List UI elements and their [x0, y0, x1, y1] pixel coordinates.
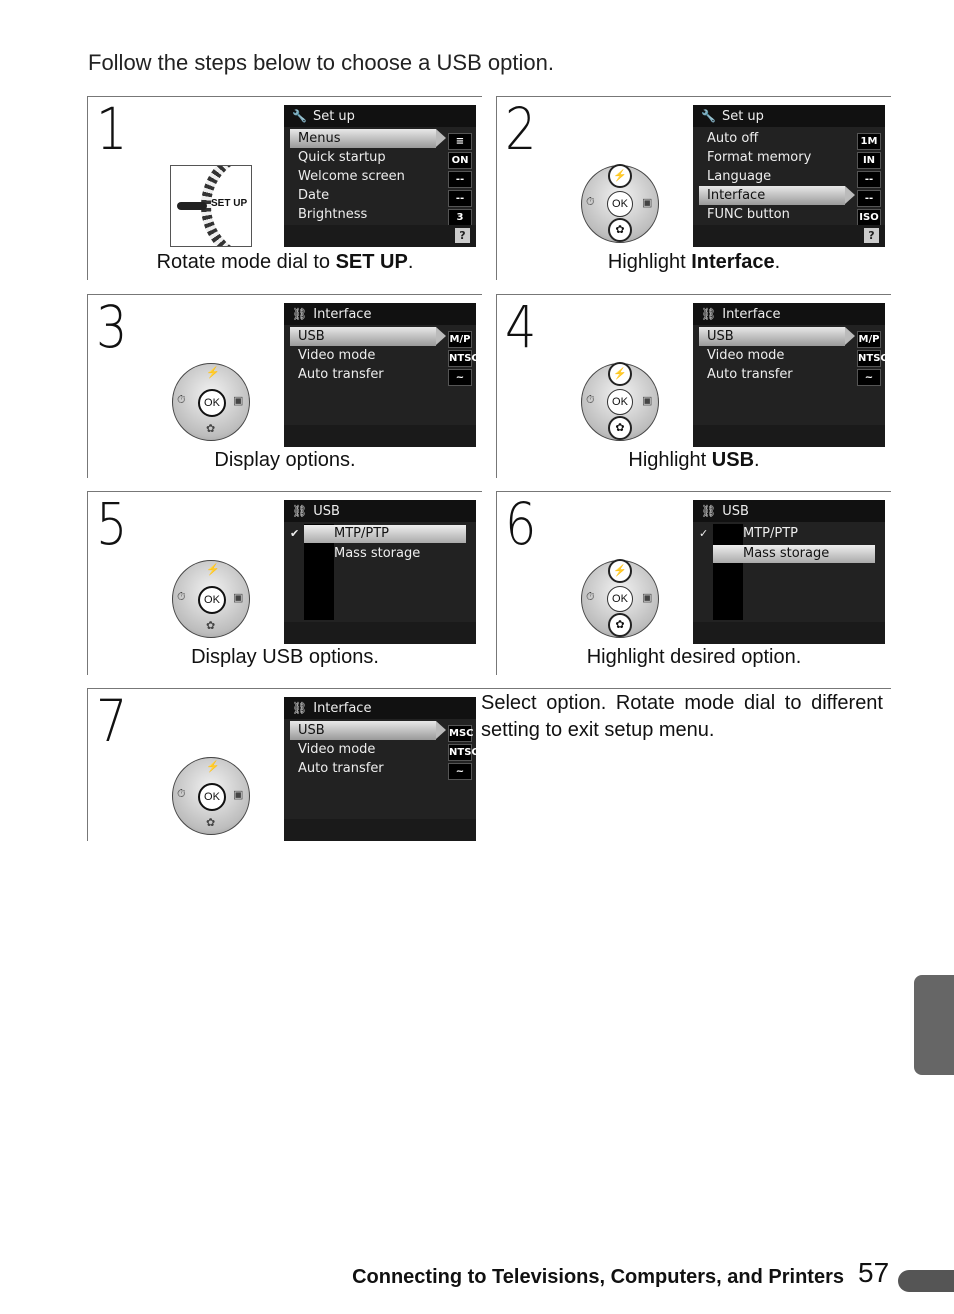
- multi-selector: [172, 363, 250, 441]
- footer-section-title: Connecting to Televisions, Computers, and Printers: [352, 1266, 844, 1288]
- step-6: [496, 491, 891, 675]
- menu-value: NTSC: [448, 350, 472, 367]
- multi-selector: [581, 363, 659, 441]
- multi-selector: [581, 560, 659, 638]
- ok-button: OK: [607, 191, 633, 217]
- menu-row: Language: [707, 169, 772, 184]
- menu-row: Auto transfer: [298, 367, 384, 382]
- flash-icon: ⚡: [608, 559, 632, 583]
- step-number: 7: [96, 687, 128, 755]
- usb-option: Mass storage: [713, 545, 875, 563]
- interface-icon: ⛓: [292, 307, 308, 321]
- step-number: 5: [96, 490, 128, 558]
- help-icon: ?: [455, 228, 470, 243]
- intro-text: Follow the steps below to choose a USB option.: [88, 50, 554, 75]
- menu-row: Auto transfer: [298, 761, 384, 776]
- interface-icon: ⛓: [701, 307, 717, 321]
- interface-icon: ⛓: [701, 504, 717, 518]
- self-timer-icon: ⏱: [177, 788, 186, 800]
- screen-title: Interface: [313, 700, 372, 716]
- exposure-icon: ▣: [642, 395, 653, 407]
- step-caption: Highlight desired option.: [586, 646, 802, 668]
- step-2: [496, 96, 891, 280]
- menu-row: Video mode: [298, 742, 376, 757]
- flash-icon: ⚡: [608, 362, 632, 386]
- checkmark-icon: ✓: [699, 527, 709, 540]
- page-marker: [898, 1270, 954, 1292]
- self-timer-icon: ⏱: [586, 394, 595, 406]
- menu-row: Menus: [290, 129, 436, 148]
- multi-selector: [581, 165, 659, 243]
- chapter-tab: [914, 975, 954, 1075]
- flash-icon: ⚡: [206, 761, 220, 773]
- step-number: 1: [96, 95, 128, 163]
- multi-selector: [172, 757, 250, 835]
- menu-value: ~: [448, 369, 472, 386]
- macro-icon: ✿: [206, 620, 216, 632]
- menu-row: Date: [298, 188, 330, 203]
- self-timer-icon: ⏱: [586, 196, 595, 208]
- menu-value: NTSC: [857, 350, 881, 367]
- menu-row: Auto transfer: [707, 367, 793, 382]
- screen-title: USB: [722, 503, 749, 519]
- menu-value: M/P: [448, 331, 472, 348]
- multi-selector: [172, 560, 250, 638]
- menu-value: ~: [857, 369, 881, 386]
- wrench-icon: 🔧: [701, 109, 716, 123]
- menu-value: --: [857, 190, 881, 207]
- ok-button: OK: [198, 783, 226, 811]
- ok-button: OK: [607, 586, 633, 612]
- screen-title: Set up: [721, 108, 764, 124]
- step-caption: Display USB options.: [191, 646, 379, 668]
- menu-row: Welcome screen: [298, 169, 405, 184]
- camera-screen-usb: [284, 500, 476, 644]
- menu-value: IN: [857, 152, 881, 169]
- step-5: [87, 491, 482, 675]
- step-caption: Highlight Interface.: [607, 251, 781, 273]
- flash-icon: ⚡: [608, 164, 632, 188]
- step-number: 3: [96, 293, 128, 361]
- step-number: 6: [505, 490, 537, 558]
- usb-option: MTP/PTP: [304, 525, 466, 543]
- menu-row: USB: [290, 721, 436, 740]
- menu-row: Video mode: [707, 348, 785, 363]
- exposure-icon: ▣: [233, 789, 244, 801]
- camera-screen-interface: [284, 303, 479, 447]
- menu-row: USB: [290, 327, 436, 346]
- menu-row: Video mode: [298, 348, 376, 363]
- self-timer-icon: ⏱: [177, 394, 186, 406]
- menu-value: ≡: [448, 133, 472, 150]
- dial-setup-label: SET UP: [211, 198, 248, 209]
- camera-screen-setup: [284, 105, 476, 247]
- menu-row: Format memory: [707, 150, 812, 165]
- macro-icon: ✿: [608, 416, 632, 440]
- camera-screen-interface: [284, 697, 479, 841]
- macro-icon: ✿: [608, 613, 632, 637]
- menu-row: Brightness: [298, 207, 368, 222]
- screen-title: Interface: [313, 306, 372, 322]
- menu-value: --: [448, 171, 472, 188]
- macro-icon: ✿: [206, 817, 216, 829]
- step-4: [496, 294, 891, 478]
- menu-value: MSC: [448, 725, 472, 742]
- dial-knob: [177, 202, 207, 210]
- step-number: 2: [505, 95, 537, 163]
- ok-button: OK: [607, 389, 633, 415]
- menu-row: USB: [699, 327, 845, 346]
- step-caption: Highlight USB.: [628, 449, 760, 471]
- self-timer-icon: ⏱: [177, 591, 186, 603]
- menu-row: Auto off: [707, 131, 759, 146]
- exposure-icon: ▣: [642, 592, 653, 604]
- usb-option: MTP/PTP: [743, 526, 798, 541]
- step-caption: Rotate mode dial to SET UP.: [156, 251, 414, 273]
- page-number: 57: [858, 1257, 890, 1288]
- flash-icon: ⚡: [206, 367, 220, 379]
- interface-icon: ⛓: [292, 504, 308, 518]
- mode-dial: [170, 165, 252, 247]
- menu-row: Quick startup: [298, 150, 386, 165]
- menu-value: --: [448, 190, 472, 207]
- screen-title: USB: [313, 503, 340, 519]
- menu-value: ON: [448, 152, 472, 169]
- exposure-icon: ▣: [233, 592, 244, 604]
- exposure-icon: ▣: [233, 395, 244, 407]
- ok-button: OK: [198, 389, 226, 417]
- camera-screen-setup: [693, 105, 885, 247]
- step-1: [87, 96, 482, 280]
- menu-value: ~: [448, 763, 472, 780]
- step-number: 4: [505, 293, 537, 361]
- flash-icon: ⚡: [206, 564, 220, 576]
- screen-title: Interface: [722, 306, 781, 322]
- menu-value: M/P: [857, 331, 881, 348]
- screen-title: Set up: [312, 108, 355, 124]
- menu-value: 3: [448, 209, 472, 226]
- menu-value: 1M: [857, 133, 881, 150]
- macro-icon: ✿: [608, 218, 632, 242]
- interface-icon: ⛓: [292, 701, 308, 715]
- ok-button: OK: [198, 586, 226, 614]
- camera-screen-interface: [693, 303, 888, 447]
- menu-value: --: [857, 171, 881, 188]
- self-timer-icon: ⏱: [586, 591, 595, 603]
- wrench-icon: 🔧: [292, 109, 307, 123]
- menu-row: FUNC button: [707, 207, 790, 222]
- menu-row: Interface: [699, 186, 845, 205]
- menu-value: ISO: [857, 209, 881, 226]
- step-caption: Display options.: [214, 449, 356, 471]
- step-3: [87, 294, 482, 478]
- macro-icon: ✿: [206, 423, 216, 435]
- step-7-text: Select option. Rotate mode dial to different setting to exit setup menu.: [481, 692, 883, 741]
- menu-value: NTSC: [448, 744, 472, 761]
- checkmark-icon: ✔: [290, 527, 300, 540]
- camera-screen-usb: [693, 500, 885, 644]
- exposure-icon: ▣: [642, 197, 653, 209]
- help-icon: ?: [864, 228, 879, 243]
- usb-option: Mass storage: [334, 546, 421, 561]
